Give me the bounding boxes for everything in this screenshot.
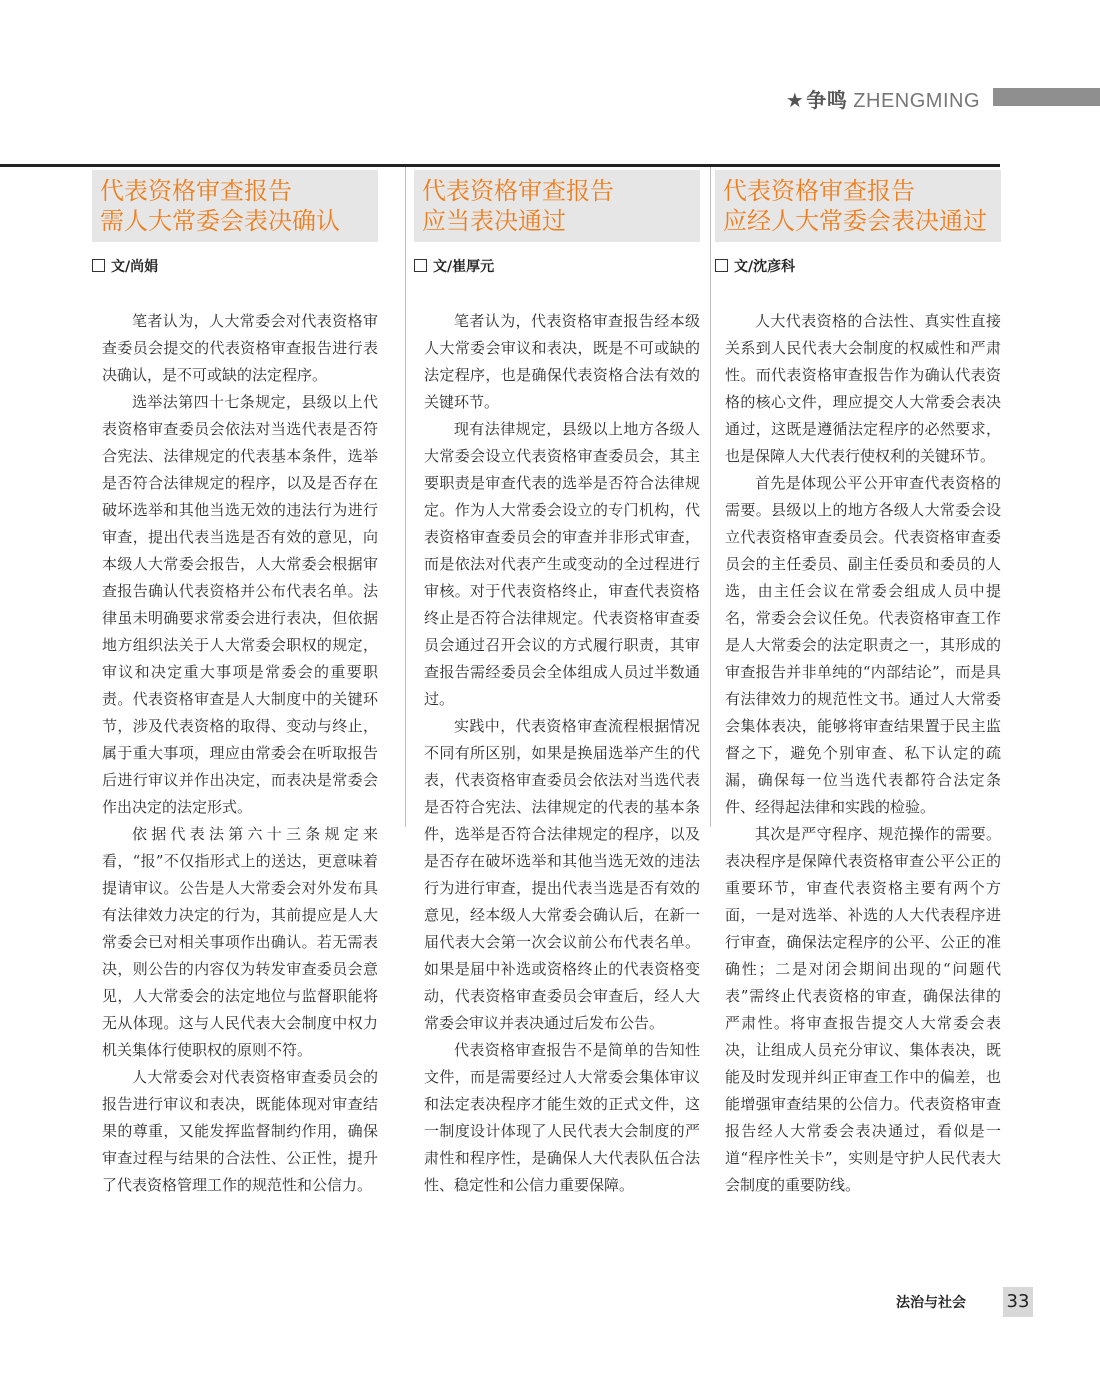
article-column-2 <box>414 170 700 1199</box>
magazine-title: 法治与社会 <box>896 1295 966 1311</box>
page-number: 33 <box>1003 1287 1033 1317</box>
article-column-3 <box>715 170 1001 1199</box>
section-name-en: ZHENGMING <box>853 90 980 112</box>
byline <box>715 256 1001 278</box>
paragraph: 人大代表资格的合法性、真实性直接关系到人民代表大会制度的权威性和严肃性。而代表资格审查报告作为确认代表资格的核心文件，理应提交人大常委会表决通过，这既是遵循法定程序的必然要求，也是保障人大代表行使权利的关键环节。 <box>725 312 1001 465</box>
title-line: 应当表决通过 <box>422 207 566 235</box>
paragraph: 其次是严守程序、规范操作的需要。表决程序是保障代表资格审查公平公正的重要环节，审查代表资格主要有两个方面，一是对选举、补选的人大代表程序进行审查，确保法定程序的公平、公正的准确性；二是对闭会期间出现的“问题代表”需终止代表资格的审查，确保法律的严肃性。将审查报告提交人大常委会表决，让组成人员充分审议、集体表决，既能及时发现并纠正审查工作中的偏差，也能增强审查结果的公信力。代表资格审查报告经人大常委会表决通过，看似是一道“程序性关卡”，实则是守护人民代表大会制度的重要防线。 <box>725 825 1001 1194</box>
paragraph: 现有法律规定，县级以上地方各级人大常委会设立代表资格审查委员会，其主要职责是审查代表的选举是否符合法律规定。作为人大常委会设立的专门机构，代表资格审查委员会的审查并非形式审查，而是依法对代表产生或变动的全过程进行审核。对于代表资格终止，审查代表资格终止是否符合法律规定。代表资格审查委员会通过召开会议的方式履行职责，其审查报告需经委员会全体组成人员过半数通过。 <box>424 420 700 708</box>
section-name-cn: 争鸣 <box>806 90 848 112</box>
paragraph: 选举法第四十七条规定，县级以上代表资格审查委员会依法对当选代表是否符合宪法、法律规定的代表基本条件，选举是否符合法律规定的程序，以及是否存在破坏选举和其他当选无效的违法行为进行审查，提出代表当选是否有效的意见，向本级人大常委会报告，人大常委会根据审查报告确认代表资格并公布代表名单。法律虽未明确要求常委会进行表决，但依据地方组织法关于人大常委会职权的规定，审议和决定重大事项是常委会的重要职责。代表资格审查是人大制度中的关键环节，涉及代表资格的取得、变动与终止，属于重大事项，理应由常委会在听取报告后进行审议并作出决定，而表决是常委会作出决定的法定形式。 <box>102 393 378 816</box>
section-label <box>786 84 980 113</box>
paragraph: 人大常委会对代表资格审查委员会的报告进行审议和表决，既能体现对审查结果的尊重，又能发挥监督制约作用，确保审查过程与结果的合法性、公正性，提升了代表资格管理工作的规范性和公信力。 <box>102 1068 378 1194</box>
square-icon <box>92 259 105 272</box>
paragraph: 实践中，代表资格审查流程根据情况不同有所区别，如果是换届选举产生的代表，代表资格审查委员会依法对当选代表是否符合宪法、法律规定的代表的基本条件，选举是否符合法律规定的程序，以及是否存在破坏选举和其他当选无效的违法行为进行审查，提出代表当选是否有效的意见，经本级人大常委会确认后，在新一届代表大会第一次会议前公布代表名单。如果是届中补选或资格终止的代表资格变动，代表资格审查委员会审查后，经人大常委会审议并表决通过后发布公告。 <box>424 717 700 1032</box>
article-title <box>414 170 700 242</box>
article-body <box>102 308 378 1199</box>
author: 文/崔厚元 <box>433 259 495 275</box>
title-line: 代表资格审查报告 <box>422 177 614 205</box>
article-title <box>92 170 378 242</box>
article-body <box>424 308 700 1199</box>
title-line: 需人大常委会表决确认 <box>100 207 340 235</box>
paragraph: 笔者认为，代表资格审查报告经本级人大常委会审议和表决，既是不可或缺的法定程序，也是确保代表资格合法有效的关键环节。 <box>424 312 700 411</box>
byline <box>414 256 700 278</box>
title-line: 应经人大常委会表决通过 <box>723 207 987 235</box>
header-bar <box>993 88 1100 106</box>
paragraph: 首先是体现公平公开审查代表资格的需要。县级以上的地方各级人大常委会设立代表资格审查委员会。代表资格审查委员会的主任委员、副主任委员和委员的人选，由主任会议在常委会组成人员中提名，常委会会议任免。代表资格审查工作是人大常委会的法定职责之一，其形成的审查报告并非单纯的“内部结论”，而是具有法律效力的规范性文书。通过人大常委会集体表决，能够将审查结果置于民主监督之下，避免个别审查、私下认定的疏漏，确保每一位当选代表都符合法定条件、经得起法律和实践的检验。 <box>725 474 1001 816</box>
square-icon <box>715 259 728 272</box>
article-title <box>715 170 1001 242</box>
author: 文/尚娟 <box>111 259 159 275</box>
byline <box>92 256 378 278</box>
paragraph: 笔者认为，人大常委会对代表资格审查委员会提交的代表资格审查报告进行表决确认，是不可或缺的法定程序。 <box>102 312 378 384</box>
author: 文/沈彦科 <box>734 259 796 275</box>
top-rule <box>0 164 1000 167</box>
column-divider <box>710 167 711 827</box>
title-line: 代表资格审查报告 <box>723 177 915 205</box>
paragraph: 代表资格审查报告不是简单的告知性文件，而是需要经过人大常委会集体审议和法定表决程序才能生效的正式文件，这一制度设计体现了人民代表大会制度的严肃性和程序性，是确保人大代表队伍合法性、稳定性和公信力重要保障。 <box>424 1041 700 1194</box>
column-divider <box>405 167 406 827</box>
article-column-1 <box>92 170 378 1199</box>
article-body <box>725 308 1001 1199</box>
square-icon <box>414 259 427 272</box>
paragraph: 依据代表法第六十三条规定来看，“报”不仅指形式上的送达，更意味着提请审议。公告是人大常委会对外发布具有法律效力决定的行为，其前提应是人大常委会已对相关事项作出确认。若无需表决，则公告的内容仅为转发审查委员会意见，人大常委会的法定地位与监督职能将无从体现。这与人民代表大会制度中权力机关集体行使职权的原则不符。 <box>102 825 378 1059</box>
title-line: 代表资格审查报告 <box>100 177 292 205</box>
star-icon: ★ <box>785 90 805 112</box>
